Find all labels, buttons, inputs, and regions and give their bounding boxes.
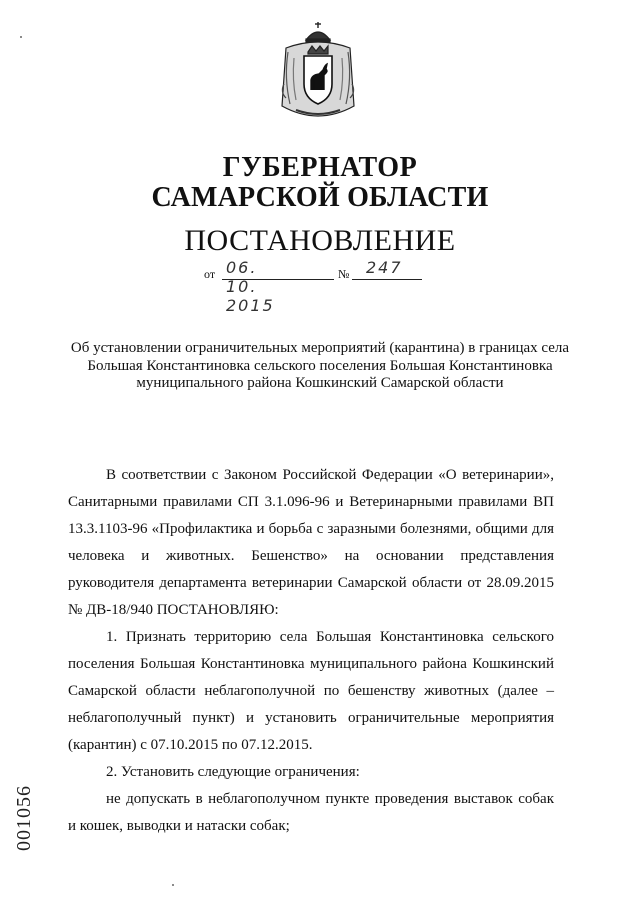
body-paragraph-item-2: 2. Установить следующие ограничения: xyxy=(106,764,360,780)
handwritten-number: 247 xyxy=(366,258,403,277)
governor-title: ГУБЕРНАТОР xyxy=(222,152,418,183)
scan-speck xyxy=(20,36,22,38)
document-title: Об установлении ограничительных мероприятий (карантина) в границах села Большая Константиновка сельского поселения Большая Константиновка муниципального района Кошкинский Самарской области xyxy=(70,340,570,391)
number-underline xyxy=(352,279,422,280)
date-underline xyxy=(222,279,334,280)
coat-of-arms-icon xyxy=(274,18,362,126)
margin-serial-number: 001056 xyxy=(13,785,35,851)
number-label: № xyxy=(338,267,350,281)
region-title: САМАРСКОЙ ОБЛАСТИ xyxy=(151,182,489,213)
document-type: ПОСТАНОВЛЕНИЕ xyxy=(184,224,456,257)
body-paragraph-restriction: не допускать в неблагополучном пункте проведения выставок собак и кошек, выводки и натаски собак; xyxy=(68,791,554,834)
date-from-label: от xyxy=(204,267,216,281)
handwritten-date: 06. 10. 2015 xyxy=(226,258,275,315)
scan-speck xyxy=(172,884,174,886)
body-paragraph-preamble: В соответствии с Законом Российской Федерации «О ветеринарии», Санитарными правилами СП 3.1.096-96 и Ветеринарными правилами ВП 13.3.1103-96 «Профилактика и борьба с заразными болезнями, общими для человека и животных. Бешенство» на основании представления руководителя департамента ветеринарии Самарской области от 28.09.2015 № ДВ-18/940 ПОСТАНОВЛЯЮ: xyxy=(68,467,554,618)
body-paragraph-item-1: 1. Признать территорию села Большая Константиновка сельского поселения Большая Константиновка муниципального района Кошкинский Самарской области неблагополучной по бешенству животных (далее – неблагополучный пункт) и установить ограничительные мероприятия (карантин) с 07.10.2015 по 07.12.2015. xyxy=(68,629,554,753)
document-body xyxy=(68,462,554,840)
